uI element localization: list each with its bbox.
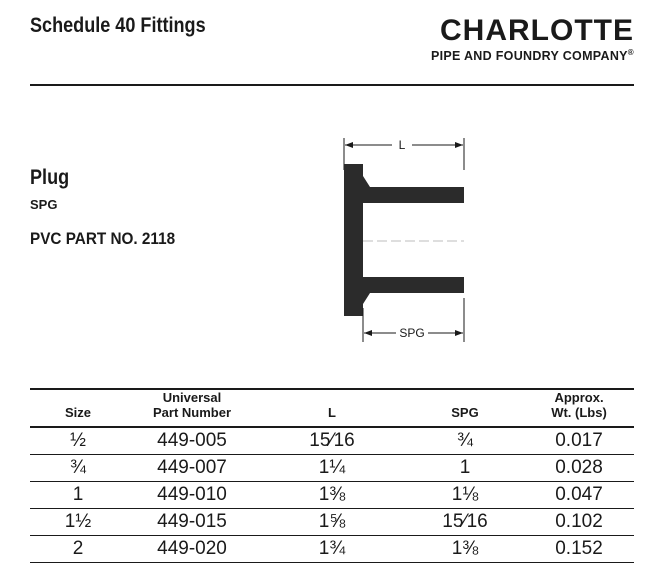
company-logo [431,16,634,63]
product-connection-type: SPG [30,197,58,212]
cell-spg: 15⁄16 [406,509,524,536]
col-header-size-text: Size [64,405,91,420]
cell-spg: 1⅛ [406,482,524,509]
cell-weight: 0.102 [524,509,634,536]
logo-tagline-text: PIPE AND FOUNDRY COMPANY [430,49,628,64]
part-number-label: PVC PART NO. 2118 [30,229,176,248]
cell-part-number: 449-005 [126,427,258,455]
col-header-part-line1: Universal [162,390,222,405]
cell-weight: 0.047 [524,482,634,509]
cell-length: 1⅝ [258,509,406,536]
col-header-length [258,389,406,427]
col-header-spg [406,389,524,427]
cell-weight: 0.028 [524,455,634,482]
cell-length: 15⁄16 [258,427,406,455]
cell-part-number: 449-007 [126,455,258,482]
dim-l-arrow-left [345,142,353,148]
logo-wordmark: CHARLOTTE [440,14,634,47]
table-row [30,427,634,455]
cell-size: 1 [30,482,126,509]
cell-length: 1¾ [258,536,406,563]
specification-table [30,388,634,563]
dim-l-arrow-right [455,142,463,148]
cell-weight: 0.152 [524,536,634,563]
header-divider [30,84,634,86]
registered-mark: ® [627,48,634,57]
table-row [30,482,634,509]
page-title: Schedule 40 Fittings [30,14,206,37]
cell-spg: 1 [406,455,524,482]
plug-flange [344,164,363,316]
cell-size: ¾ [30,455,126,482]
plug-wall-top [363,176,464,203]
cell-length: 1¼ [258,455,406,482]
col-header-length-text: L [328,405,336,420]
col-header-weight [524,389,634,427]
table-row [30,536,634,563]
cell-spg: ¾ [406,427,524,455]
cell-size: 2 [30,536,126,563]
dim-spg-arrow-right [455,330,463,336]
table-row [30,455,634,482]
logo-tagline [431,48,634,63]
col-header-part-number [126,389,258,427]
cell-part-number: 449-015 [126,509,258,536]
dim-l-label: L [398,138,406,152]
cell-weight: 0.017 [524,427,634,455]
col-header-weight-line2: Wt. (Lbs) [551,405,607,420]
col-header-spg-text: SPG [451,405,479,420]
plug-wall-bottom [363,277,464,304]
cell-spg: 1⅜ [406,536,524,563]
col-header-size [30,389,126,427]
cell-part-number: 449-020 [126,536,258,563]
table-row [30,509,634,536]
dim-spg-label: SPG [399,326,425,340]
cell-size: ½ [30,427,126,455]
col-header-part-line2: Part Number [152,405,232,420]
plug-diagram [330,130,480,350]
table-header-row [30,389,634,427]
cell-part-number: 449-010 [126,482,258,509]
col-header-weight-line1: Approx. [554,390,604,405]
cell-length: 1⅜ [258,482,406,509]
dim-spg-arrow-left [364,330,372,336]
cell-size: 1½ [30,509,126,536]
product-name: Plug [30,166,70,189]
